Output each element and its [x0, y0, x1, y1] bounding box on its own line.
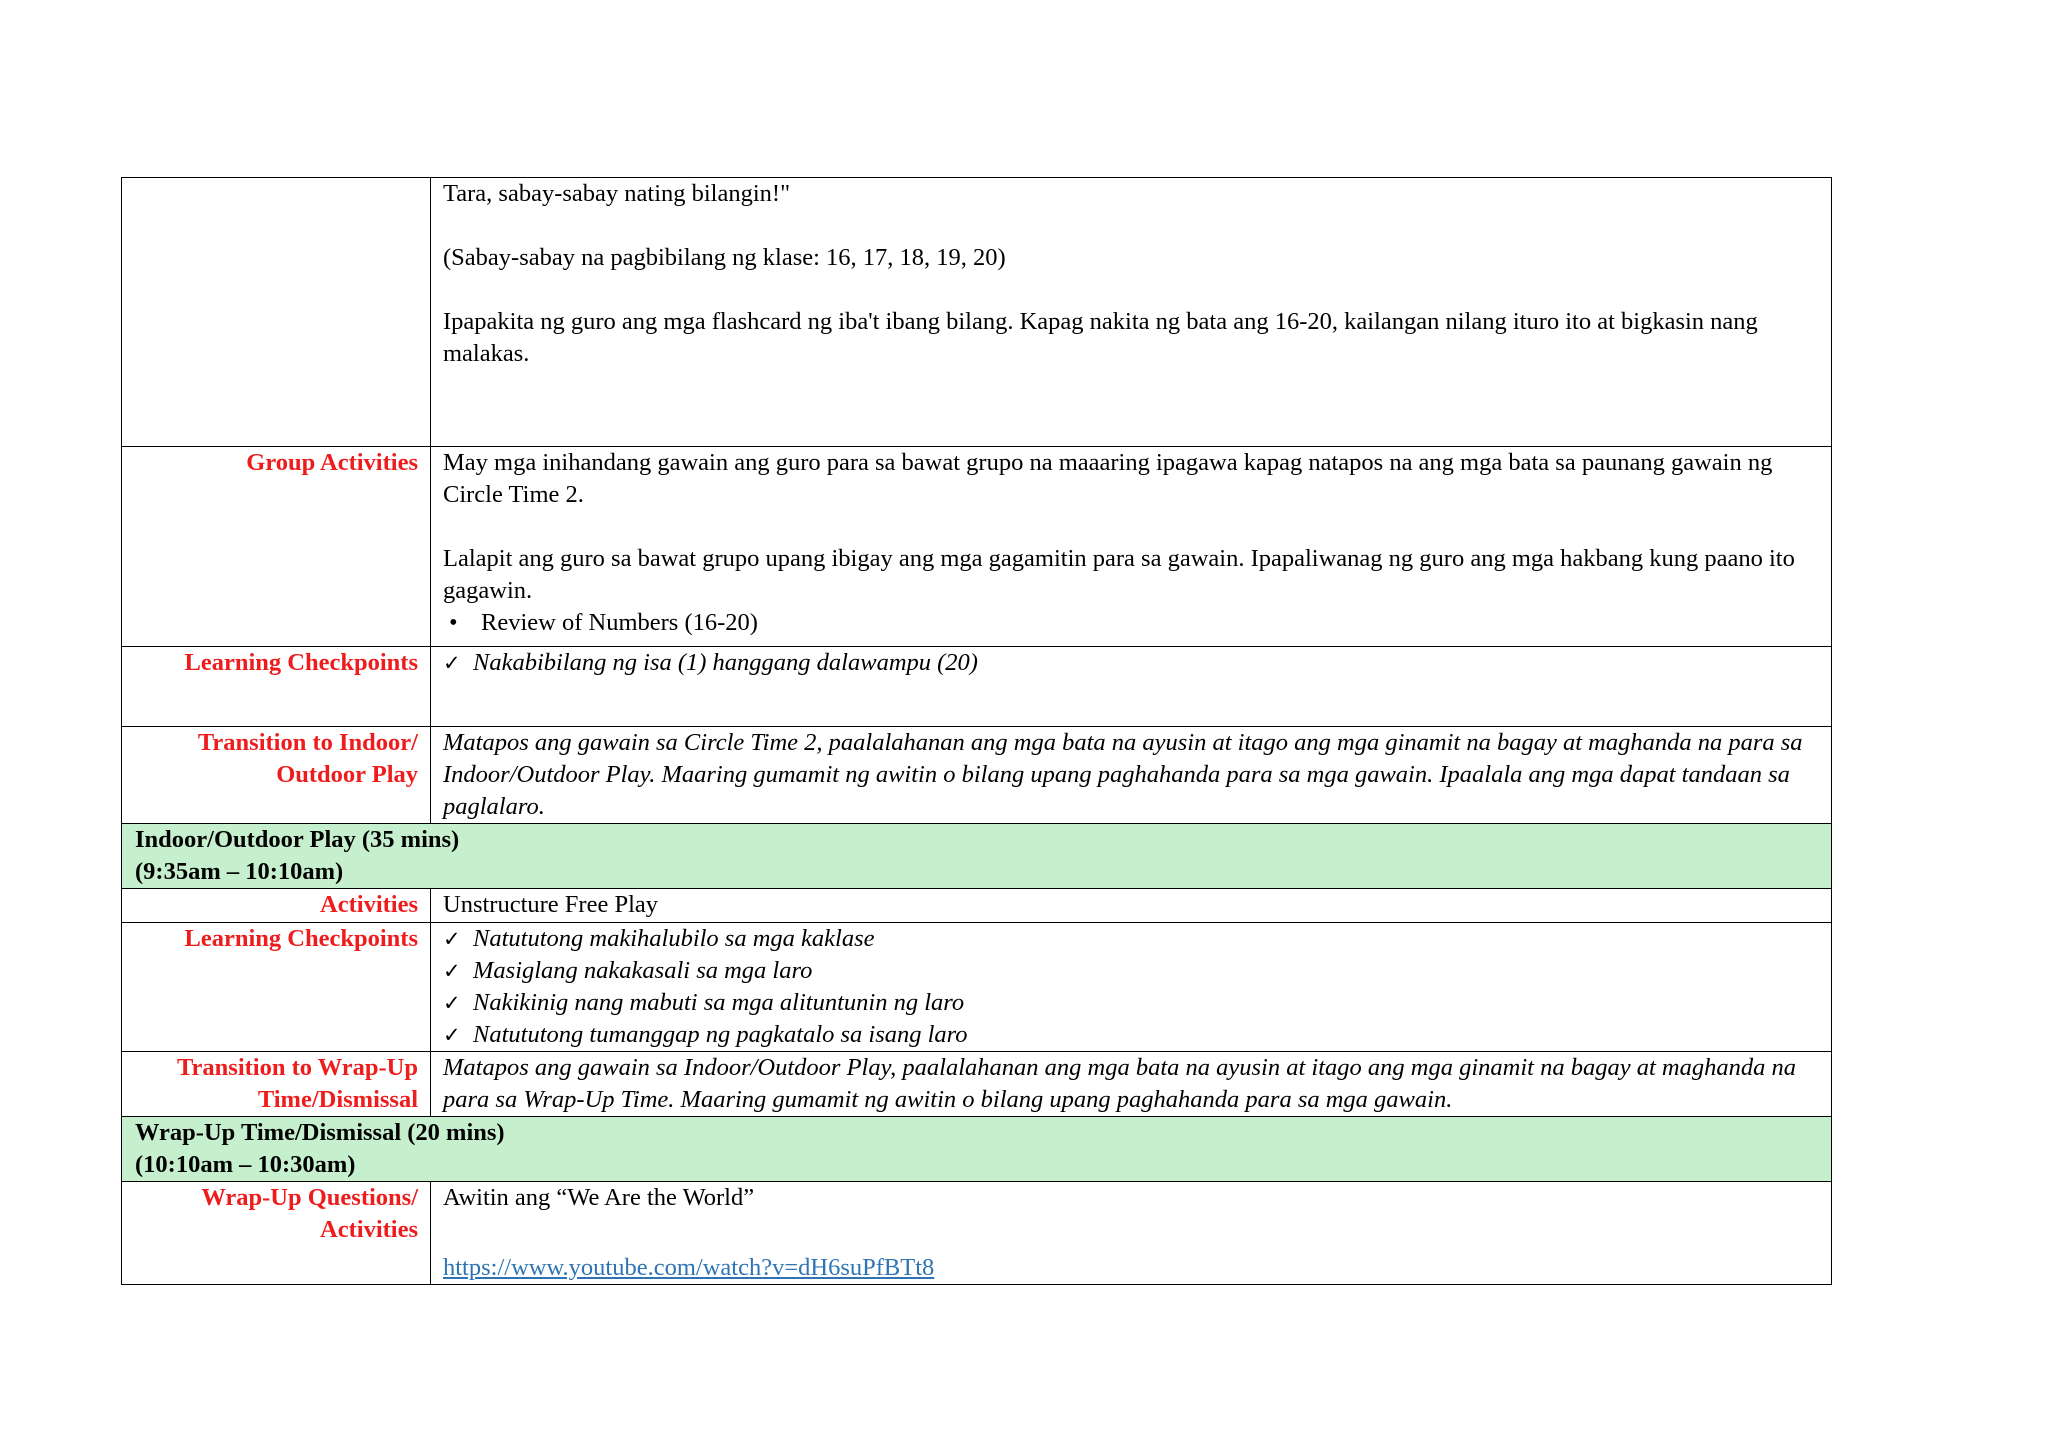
transition-indoor-text: Matapos ang gawain sa Circle Time 2, paalalahanan ang mga bata na ayusin at itago ang mga ginamit na bagay at maghanda na para sa Indoor/Outdoor Play. Maaring gumamit ng awitin o bilang upang paghahanda para sa mga gawain. Ipaalala ang mga dapat tandaan sa paglalaro. [431, 727, 1832, 824]
section-header-wrapup [122, 1117, 1832, 1182]
bullet-item: • Review of Numbers (16-20) [481, 607, 1819, 639]
lesson-plan-table [121, 177, 1832, 1285]
label-line: Transition to Wrap-Up [177, 1054, 418, 1081]
table-row [122, 178, 1832, 447]
wrapup-questions-content [431, 1182, 1832, 1285]
checklist-item-text: Nakabibilang ng isa (1) hanggang dalawampu (20) [473, 649, 978, 676]
checklist-item-text: Natututong makihalubilo sa mga kaklase [473, 925, 875, 952]
learning-checkpoints-label: Learning Checkpoints [122, 647, 431, 727]
section-time: (9:35am – 10:10am) [135, 858, 344, 885]
checklist-item [443, 987, 1819, 1019]
table-row [122, 1052, 1832, 1117]
activities-label: Activities [122, 889, 431, 923]
checklist-item [443, 955, 1819, 987]
learning-checkpoints-content [431, 647, 1832, 727]
checkmark-icon: ✓ [443, 927, 461, 951]
transition-wrapup-text: Matapos ang gawain sa Indoor/Outdoor Play, paalalahanan ang mga bata na ayusin at itago ang mga ginamit na bagay at maghanda na para sa Wrap-Up Time. Maaring gumamit ng awitin o bilang upang paghahanda para sa mga gawain. [431, 1052, 1832, 1117]
checklist-item [443, 923, 1819, 955]
intro-line: Tara, sabay-sabay nating bilangin!" [443, 180, 791, 207]
checkmark-icon: ✓ [443, 991, 461, 1015]
table-row [122, 647, 1832, 727]
section-header-play [122, 824, 1832, 889]
learning-checkpoints-content [431, 923, 1832, 1052]
label-line: Wrap-Up Questions/ [201, 1184, 418, 1211]
wrapup-questions-label [122, 1182, 431, 1285]
learning-checkpoints-label: Learning Checkpoints [122, 923, 431, 1052]
group-activities-content [431, 447, 1832, 647]
section-header-row [122, 1117, 1832, 1182]
transition-wrapup-label [122, 1052, 431, 1117]
table-row [122, 727, 1832, 824]
section-title: Indoor/Outdoor Play (35 mins) [135, 826, 460, 853]
youtube-link[interactable]: https://www.youtube.com/watch?v=dH6suPfBTt8 [443, 1254, 935, 1281]
intro-counting-line: (Sabay-sabay na pagbibilang ng klase: 16, 17, 18, 19, 20) [443, 244, 1006, 271]
label-line: Transition to Indoor/ [197, 729, 418, 756]
label-line: Activities [320, 1216, 418, 1243]
checkmark-icon: ✓ [443, 651, 461, 675]
table-row [122, 1182, 1832, 1285]
table-row [122, 923, 1832, 1052]
checklist-item-text: Natututong tumanggap ng pagkatalo sa isang laro [473, 1021, 968, 1048]
row-label-empty [122, 178, 431, 447]
section-header-row [122, 824, 1832, 889]
label-line: Outdoor Play [276, 761, 418, 788]
checkmark-icon: ✓ [443, 959, 461, 983]
group-activities-para-1: May mga inihandang gawain ang guro para sa bawat grupo na maaaring ipagawa kapag natapos na ang mga bata sa paunang gawain ng Circle Time 2. [443, 449, 1773, 508]
group-activities-label: Group Activities [122, 447, 431, 647]
wrapup-song-text: Awitin ang “We Are the World” [443, 1184, 755, 1211]
transition-indoor-label [122, 727, 431, 824]
table-row [122, 447, 1832, 647]
intro-content [431, 178, 1832, 447]
checkmark-icon: ✓ [443, 1023, 461, 1047]
section-title: Wrap-Up Time/Dismissal (20 mins) [135, 1119, 505, 1146]
group-activities-para-2: Lalapit ang guro sa bawat grupo upang ibigay ang mga gagamitin para sa gawain. Ipapaliwanag ng guro ang mga hakbang kung paano ito gagawin. [443, 545, 1795, 604]
section-time: (10:10am – 10:30am) [135, 1151, 356, 1178]
table-row [122, 889, 1832, 923]
intro-flashcard-line: Ipapakita ng guro ang mga flashcard ng iba't ibang bilang. Kapag nakita ng bata ang 16-20, kailangan nilang ituro ito at bigkasin nang malakas. [443, 308, 1758, 367]
activities-text: Unstructure Free Play [431, 889, 1832, 923]
checklist-item [443, 1019, 1819, 1051]
checklist-item-text: Masiglang nakakasali sa mga laro [473, 957, 813, 984]
label-line: Time/Dismissal [257, 1086, 418, 1113]
checklist-item-text: Nakikinig nang mabuti sa mga alituntunin ng laro [473, 989, 965, 1016]
group-activities-bullet-list [443, 607, 1819, 639]
checklist-item [443, 647, 1819, 679]
